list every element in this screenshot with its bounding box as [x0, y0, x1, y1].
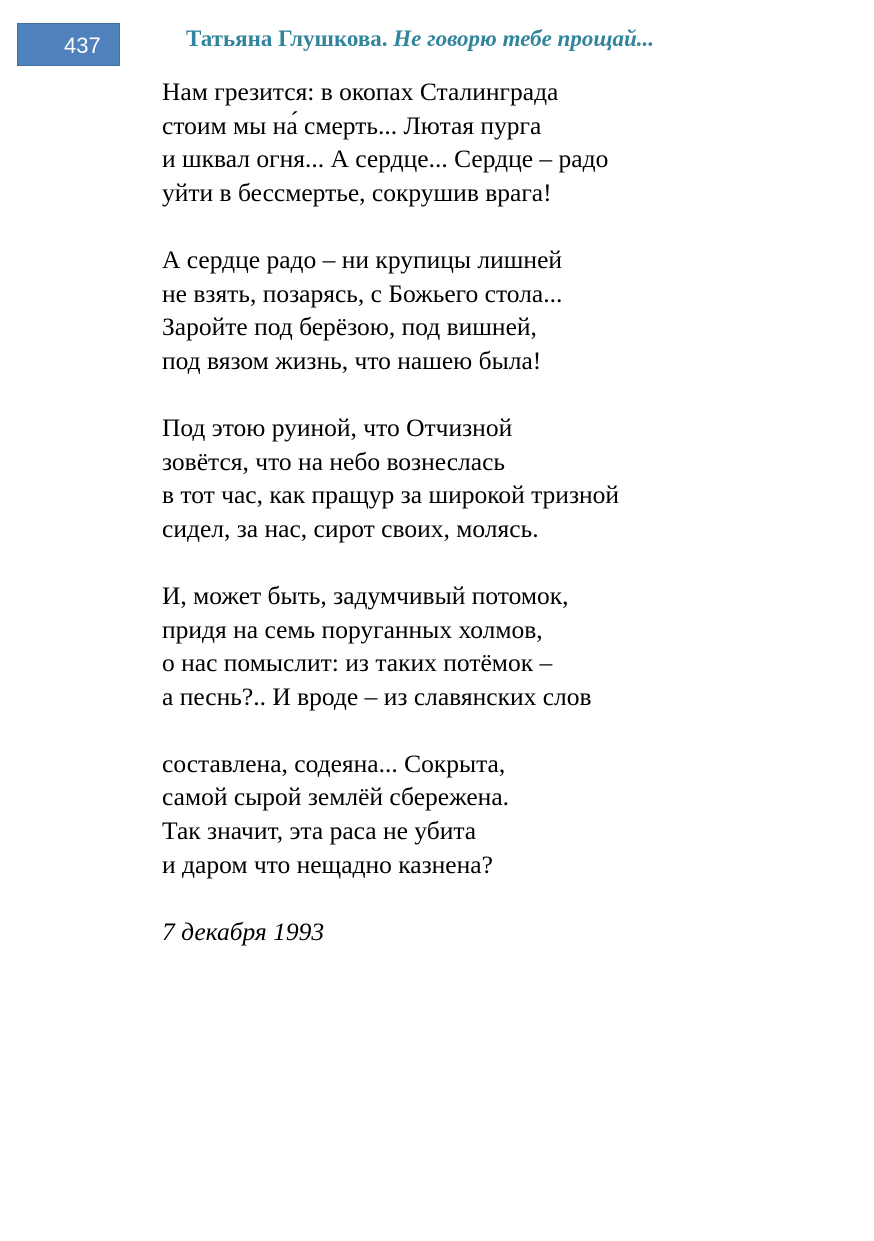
poem-line: и даром что нещадно казнена? — [162, 849, 493, 879]
page-number-badge — [17, 23, 120, 66]
poem-line: А сердце радо – ни крупицы лишней — [162, 244, 563, 274]
poem-line: придя на семь поруганных холмов, — [162, 614, 543, 644]
poem-body — [162, 75, 619, 948]
stanza — [162, 75, 619, 209]
poem-line: И, может быть, задумчивый потомок, — [162, 580, 569, 610]
poem-line: зовётся, что на небо вознеслась — [162, 446, 506, 476]
poem-line: в тот час, как пращур за широкой тризной — [162, 480, 620, 510]
poem-line: Под этою руиной, что Отчизной — [162, 412, 513, 442]
poem-date: 7 декабря 1993 — [162, 916, 325, 946]
poem-line: о нас помыслит: из таких потёмок – — [162, 648, 553, 678]
poem-line: составлена, содеяна... Сокрыта, — [162, 748, 506, 778]
poem-line: стоим мы на́ смерть... Лютая пурга — [162, 110, 542, 140]
stanza — [162, 411, 619, 545]
poem-line: Заройте под берёзою, под вишней, — [162, 312, 537, 342]
poem-line: под вязом жизнь, что нашею была! — [162, 345, 542, 375]
running-header — [186, 24, 654, 54]
poem-line: не взять, позарясь, с Божьего стола... — [162, 278, 563, 308]
header-author: Татьяна Глушкова. — [186, 26, 388, 51]
stanza — [162, 579, 619, 713]
stanza — [162, 243, 619, 377]
stanza — [162, 747, 619, 881]
poem-line: Нам грезится: в окопах Сталинграда — [162, 77, 559, 106]
page-number: 437 — [64, 33, 101, 58]
poem-line: и шквал огня... А сердце... Сердце – радо — [162, 144, 609, 174]
poem-line: сидел, за нас, сирот своих, молясь. — [162, 513, 539, 543]
poem-line: самой сырой землёй сбережена. — [162, 782, 510, 812]
poem-line: Так значит, эта раса не убита — [162, 816, 477, 846]
poem-line: уйти в бессмертье, сокрушив врага! — [162, 177, 552, 207]
header-title: Не говорю тебе прощай... — [393, 26, 655, 51]
poem-line: а песнь?.. И вроде – из славянских слов — [162, 681, 592, 711]
